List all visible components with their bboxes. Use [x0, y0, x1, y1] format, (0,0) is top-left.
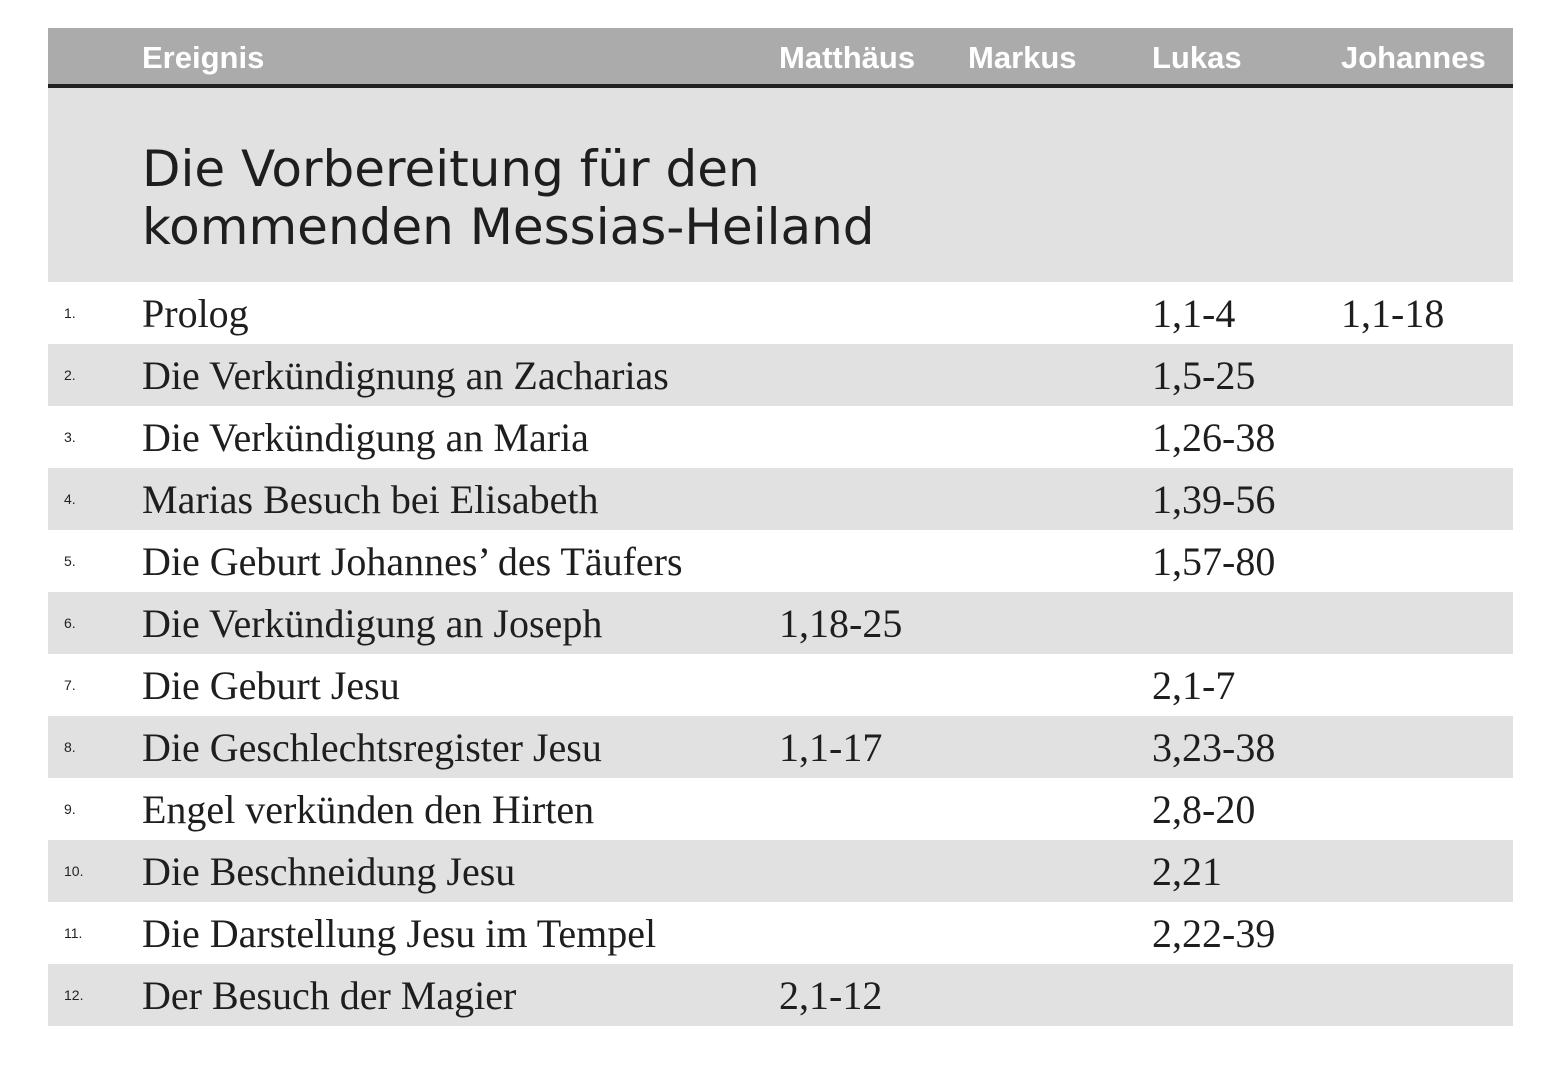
event-cell: Marias Besuch bei Elisabeth	[142, 477, 599, 522]
row-number: 4.	[64, 491, 76, 507]
row-number: 3.	[64, 429, 76, 445]
event-cell: Die Verkündignung an Zacharias	[142, 353, 669, 398]
event-cell: Der Besuch der Magier	[142, 973, 517, 1018]
row-number: 7.	[64, 677, 76, 693]
event-cell: Die Verkündigung an Joseph	[142, 601, 603, 646]
john-cell: 1,1-18	[1341, 291, 1445, 336]
table-row	[48, 468, 1513, 530]
luke-cell: 1,1-4	[1152, 291, 1236, 336]
table-row	[48, 840, 1513, 902]
table-row	[48, 282, 1513, 344]
matthew-cell: 2,1-12	[779, 973, 883, 1018]
event-cell: Die Verkündigung an Maria	[142, 415, 589, 460]
event-cell: Die Beschneidung Jesu	[142, 849, 516, 894]
row-number: 12.	[64, 987, 84, 1003]
matthew-cell: 1,1-17	[779, 725, 883, 770]
table-row	[48, 654, 1513, 716]
table-row	[48, 778, 1513, 840]
table-row	[48, 964, 1513, 1026]
event-cell: Die Geschlechtsregister Jesu	[142, 725, 602, 770]
table-row	[48, 592, 1513, 654]
table-row	[48, 344, 1513, 406]
row-number: 1.	[64, 305, 76, 321]
matthew-cell: 1,18-25	[779, 601, 903, 646]
row-number: 5.	[64, 553, 76, 569]
luke-cell: 1,5-25	[1152, 353, 1256, 398]
table-row	[48, 530, 1513, 592]
event-cell: Die Geburt Johannes’ des Täufers	[142, 539, 683, 584]
row-number: 9.	[64, 801, 76, 817]
table-row	[48, 716, 1513, 778]
header-luke: Lukas	[1152, 40, 1242, 75]
gospel-harmony-table	[48, 28, 1513, 1026]
table-row	[48, 902, 1513, 964]
row-number: 8.	[64, 739, 76, 755]
header-mark: Markus	[968, 40, 1077, 75]
row-number: 11.	[64, 925, 83, 941]
event-cell: Prolog	[142, 291, 249, 336]
luke-cell: 3,23-38	[1152, 725, 1276, 770]
row-number: 2.	[64, 367, 76, 383]
luke-cell: 2,1-7	[1152, 663, 1236, 708]
event-cell: Engel verkünden den Hirten	[142, 787, 595, 832]
table-row	[48, 406, 1513, 468]
luke-cell: 1,39-56	[1152, 477, 1276, 522]
luke-cell: 1,26-38	[1152, 415, 1276, 460]
event-cell: Die Darstellung Jesu im Tempel	[142, 911, 657, 956]
header-event: Ereignis	[142, 40, 265, 75]
row-number: 10.	[64, 863, 84, 879]
luke-cell: 2,22-39	[1152, 911, 1276, 956]
luke-cell: 2,21	[1152, 849, 1222, 894]
header-john: Johannes	[1341, 40, 1486, 75]
header-matthew: Matthäus	[779, 40, 916, 75]
table-header	[48, 28, 1513, 88]
section-title: Die Vorbereitung für den kommenden Messias-Heiland	[142, 140, 875, 256]
luke-cell: 2,8-20	[1152, 787, 1256, 832]
table-body	[48, 282, 1513, 1026]
row-number: 6.	[64, 615, 76, 631]
section-heading-row	[48, 88, 1513, 282]
event-cell: Die Geburt Jesu	[142, 663, 400, 708]
luke-cell: 1,57-80	[1152, 539, 1276, 584]
